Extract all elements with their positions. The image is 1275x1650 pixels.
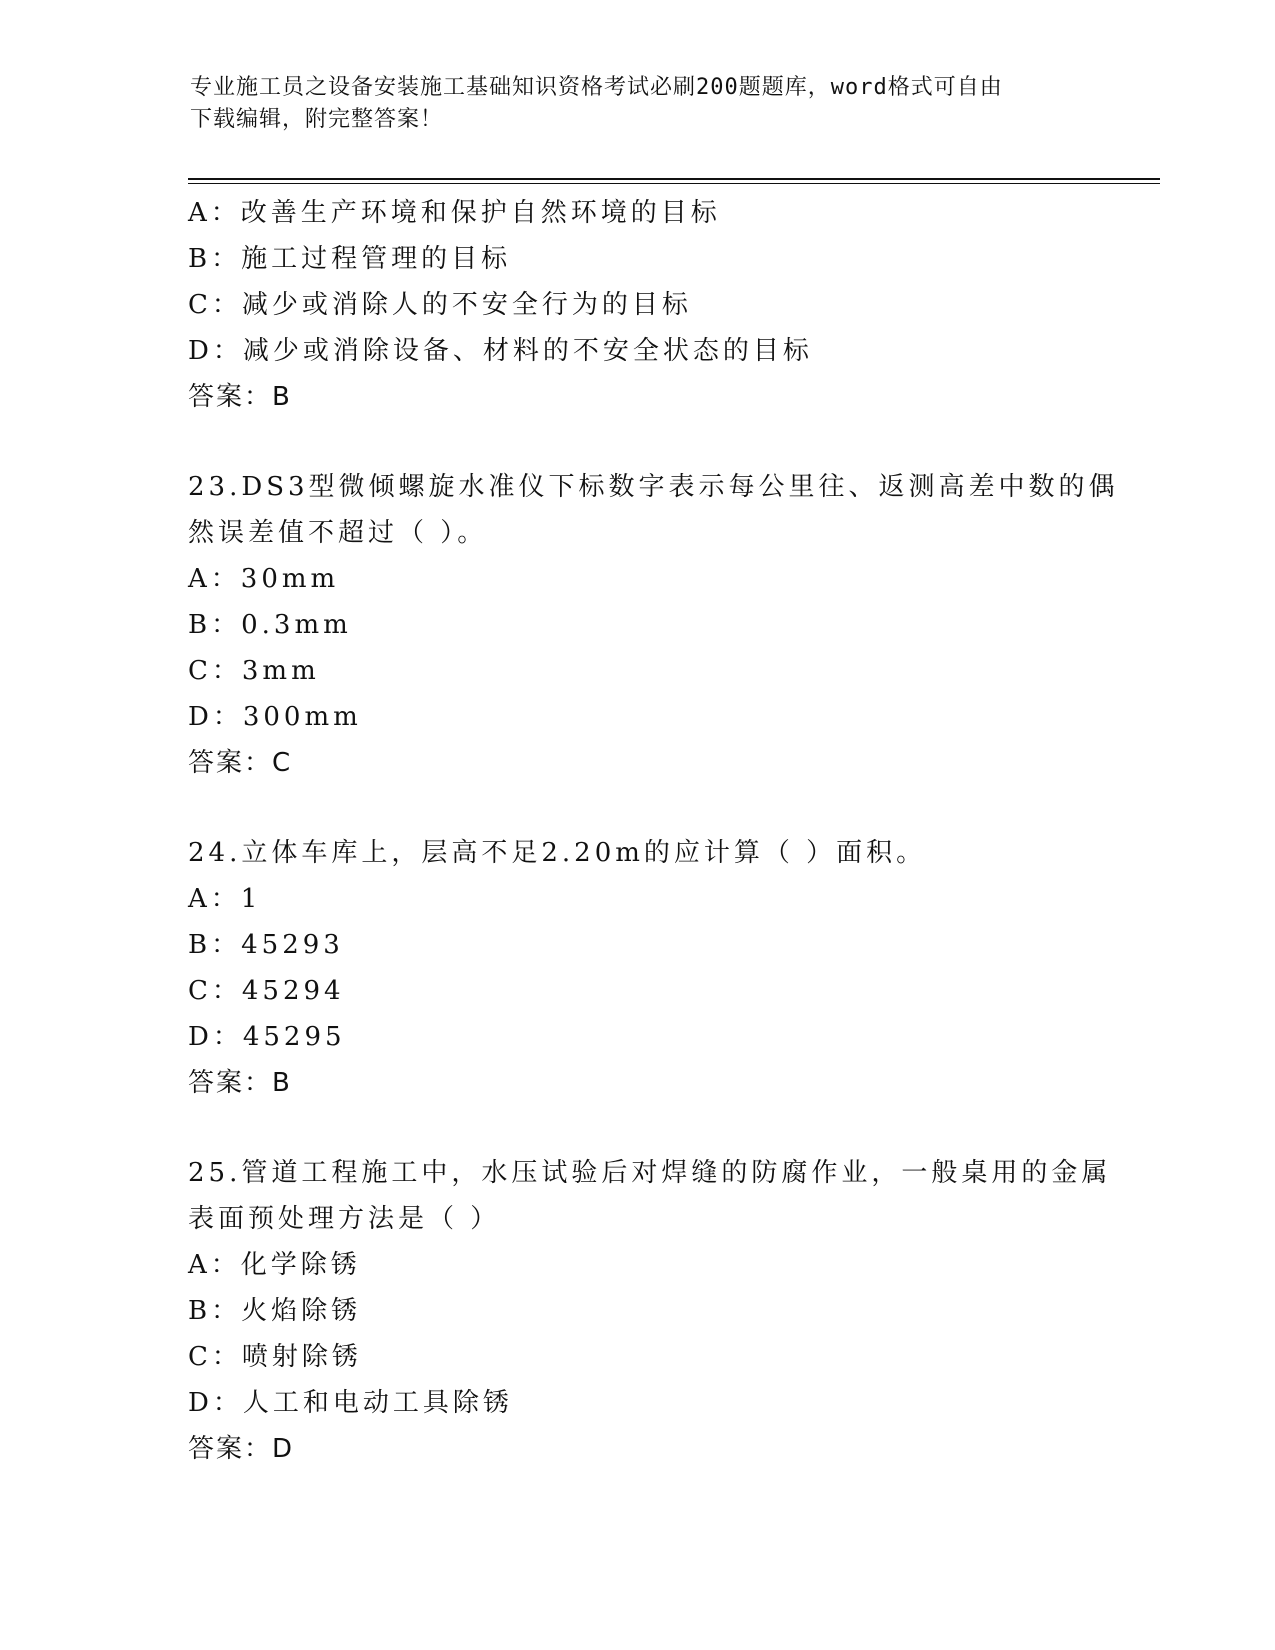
- option-d: D：减少或消除设备、材料的不安全状态的目标: [188, 336, 813, 366]
- spacer: [188, 420, 1088, 464]
- answer-label: 答案：C: [188, 748, 293, 778]
- option-d: D：45295: [188, 1022, 346, 1052]
- option-b: B：施工过程管理的目标: [188, 244, 512, 274]
- question-block-23: [188, 464, 1119, 786]
- option-d: D：300mm: [188, 702, 362, 732]
- option-c: C：45294: [188, 976, 345, 1006]
- option-a: A：化学除锈: [188, 1250, 361, 1280]
- question-stem-line-1: 24.立体车库上，层高不足2.20m的应计算（ ）面积。: [188, 838, 927, 868]
- answer-label: 答案：B: [188, 1068, 292, 1098]
- option-b: B：45293: [188, 930, 344, 960]
- option-c: C：喷射除锈: [188, 1342, 362, 1372]
- question-block-25: [188, 1150, 1112, 1472]
- header-divider-thick: [188, 178, 1160, 180]
- answer-label: 答案：D: [188, 1434, 295, 1464]
- option-b: B：0.3mm: [188, 610, 352, 640]
- spacer: [188, 786, 1088, 830]
- option-a: A：改善生产环境和保护自然环境的目标: [188, 198, 721, 228]
- answer-label: 答案：B: [188, 382, 292, 412]
- question-block-24: [188, 830, 1088, 1106]
- question-stem-line-1: 23.DS3型微倾螺旋水准仪下标数字表示每公里往、返测高差中数的偶: [188, 472, 1119, 502]
- option-c: C：减少或消除人的不安全行为的目标: [188, 290, 692, 320]
- question-block-prev: [188, 190, 1088, 420]
- header-title-line-2: 下载编辑，附完整答案！: [190, 107, 444, 132]
- document-header: [190, 72, 1090, 136]
- option-c: C：3mm: [188, 656, 320, 686]
- option-b: B：火焰除锈: [188, 1296, 362, 1326]
- option-d: D：人工和电动工具除锈: [188, 1388, 513, 1418]
- header-divider-thin: [188, 183, 1160, 184]
- question-stem-line-1: 25.管道工程施工中，水压试验后对焊缝的防腐作业，一般桌用的金属: [188, 1158, 1112, 1188]
- question-list: [188, 190, 1119, 1472]
- question-stem-line-2: 表面预处理方法是（ ）: [188, 1204, 501, 1234]
- header-title-line-1: 专业施工员之设备安装施工基础知识资格考试必刷200题题库，word格式可自由: [190, 75, 1003, 100]
- spacer: [188, 1106, 1088, 1150]
- option-a: A：30mm: [188, 564, 340, 594]
- question-stem-line-2: 然误差值不超过（ ）。: [188, 518, 488, 548]
- option-a: A：1: [188, 884, 262, 914]
